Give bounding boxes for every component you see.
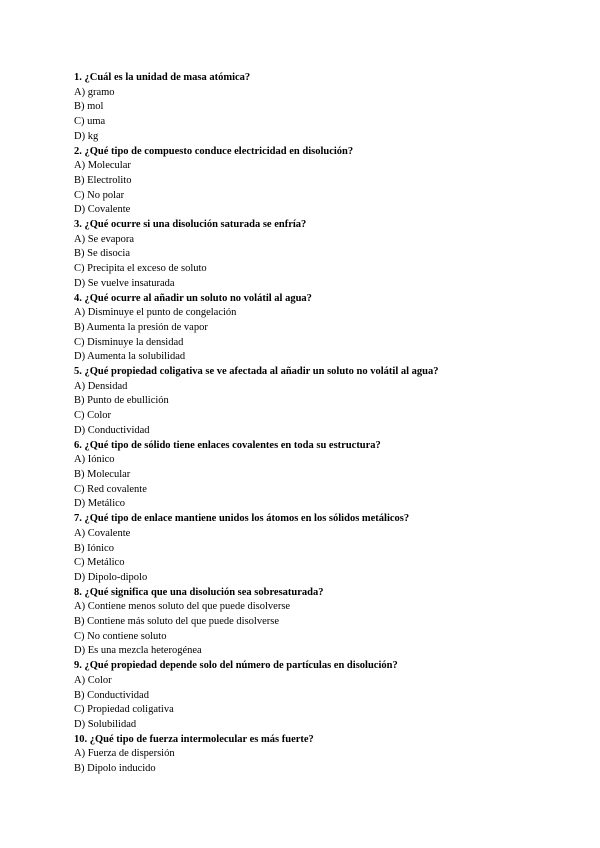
answer-option: A) Molecular bbox=[74, 160, 131, 172]
answer-option: D) Se vuelve insaturada bbox=[74, 277, 175, 289]
question-text: 7. ¿Qué tipo de enlace mantiene unidos los átomos en los sólidos metálicos? bbox=[74, 513, 410, 525]
answer-option: C) Color bbox=[74, 410, 112, 422]
answer-option: D) Solubilidad bbox=[74, 718, 137, 730]
answer-option: B) Dipolo inducido bbox=[74, 763, 156, 775]
question-block bbox=[74, 145, 574, 219]
answer-option: B) Aumenta la presión de vapor bbox=[74, 321, 208, 333]
answer-option: A) Iónico bbox=[74, 454, 115, 466]
answer-option: D) Covalente bbox=[74, 204, 131, 216]
answer-option: B) Electrolito bbox=[74, 174, 132, 186]
answer-option: C) uma bbox=[74, 116, 106, 128]
question-block bbox=[74, 71, 574, 145]
answer-option: B) mol bbox=[74, 101, 104, 113]
quiz-document bbox=[74, 71, 574, 777]
answer-option: D) kg bbox=[74, 130, 99, 142]
question-block bbox=[74, 365, 574, 439]
question-text: 10. ¿Qué tipo de fuerza intermolecular es más fuerte? bbox=[74, 733, 314, 745]
question-text: 2. ¿Qué tipo de compuesto conduce electricidad en disolución? bbox=[74, 145, 354, 157]
answer-option: B) Contiene más soluto del que puede disolverse bbox=[74, 616, 280, 628]
answer-option: A) gramo bbox=[74, 86, 115, 98]
answer-option: A) Disminuye el punto de congelación bbox=[74, 307, 237, 319]
answer-option: C) Precipita el exceso de soluto bbox=[74, 263, 207, 275]
answer-option: A) Fuerza de dispersión bbox=[74, 748, 175, 760]
answer-option: B) Molecular bbox=[74, 468, 131, 480]
question-text: 8. ¿Qué significa que una disolución sea sobresaturada? bbox=[74, 586, 324, 598]
question-text: 1. ¿Cuál es la unidad de masa atómica? bbox=[74, 72, 251, 83]
answer-option: B) Iónico bbox=[74, 542, 114, 554]
question-block bbox=[74, 659, 574, 733]
answer-option: C) Metálico bbox=[74, 557, 125, 569]
answer-option: C) Propiedad coligativa bbox=[74, 704, 174, 716]
question-text: 3. ¿Qué ocurre si una disolución saturada se enfría? bbox=[74, 219, 307, 231]
answer-option: D) Metálico bbox=[74, 498, 126, 510]
question-block bbox=[74, 733, 574, 777]
answer-option: A) Contiene menos soluto del que puede disolverse bbox=[74, 601, 291, 613]
question-block bbox=[74, 512, 574, 586]
question-block bbox=[74, 586, 574, 660]
answer-option: A) Color bbox=[74, 674, 112, 686]
question-text: 4. ¿Qué ocurre al añadir un soluto no volátil al agua? bbox=[74, 292, 312, 304]
question-block bbox=[74, 218, 574, 292]
answer-option: B) Punto de ebullición bbox=[74, 395, 169, 407]
answer-option: B) Conductividad bbox=[74, 689, 149, 701]
answer-option: C) Disminuye la densidad bbox=[74, 336, 184, 348]
answer-option: A) Covalente bbox=[74, 527, 131, 539]
answer-option: B) Se disocia bbox=[74, 248, 130, 260]
answer-option: D) Dipolo-dipolo bbox=[74, 571, 148, 583]
answer-option: A) Densidad bbox=[74, 380, 128, 392]
answer-option: C) No polar bbox=[74, 189, 125, 201]
question-text: 9. ¿Qué propiedad depende solo del número de partículas en disolución? bbox=[74, 660, 398, 672]
question-text: 5. ¿Qué propiedad coligativa se ve afectada al añadir un soluto no volátil al agua? bbox=[74, 366, 439, 378]
question-text: 6. ¿Qué tipo de sólido tiene enlaces covalentes en toda su estructura? bbox=[74, 439, 381, 451]
answer-option: A) Se evapora bbox=[74, 233, 135, 245]
answer-option: D) Conductividad bbox=[74, 424, 150, 436]
answer-option: C) Red covalente bbox=[74, 483, 147, 495]
answer-option: D) Es una mezcla heterogénea bbox=[74, 645, 202, 657]
answer-option: C) No contiene soluto bbox=[74, 630, 167, 642]
question-block bbox=[74, 292, 574, 366]
question-block bbox=[74, 439, 574, 513]
answer-option: D) Aumenta la solubilidad bbox=[74, 351, 186, 363]
